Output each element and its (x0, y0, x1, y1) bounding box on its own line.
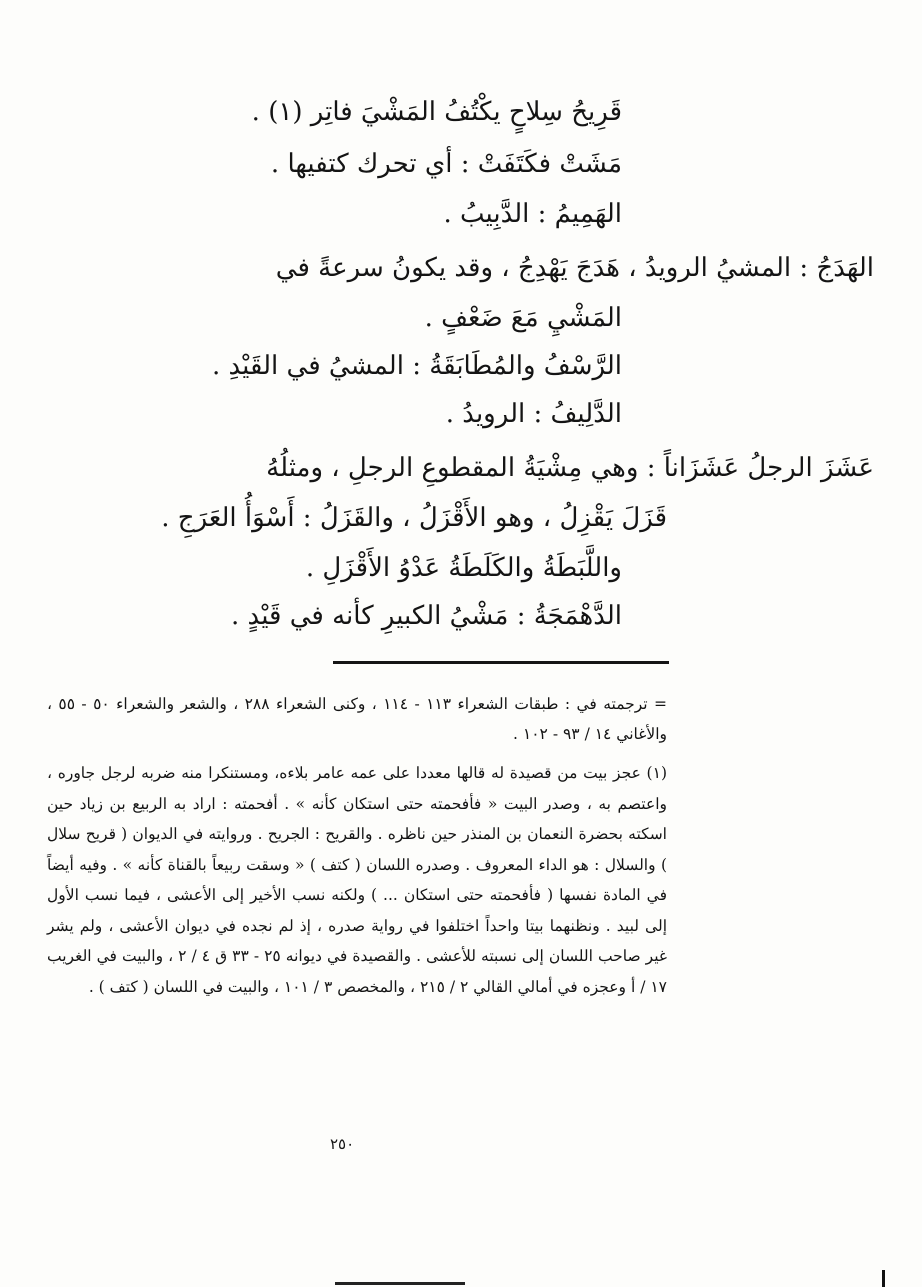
entry-dalif: الدَّلِيفُ : الرويدُ . (445, 399, 622, 429)
page-number: ٢٥٠ (330, 1135, 355, 1153)
edge-mark (882, 1270, 885, 1287)
entry-hamim: الهَمِيمُ : الدَّبِيبُ . (443, 199, 622, 229)
entry-kataf: مَشَتْ فكَتَفَتْ : أي تحرك كتفيها . (270, 149, 622, 179)
verse-line: قَرِيحُ سِلاحٍ يكْتُفُ المَشْيَ فاتِر (١) . (251, 97, 622, 127)
bottom-rule (335, 1282, 465, 1285)
footnote-1: (١) عجز بيت من قصيدة له قالها معددا على عمه عامر بلاءه، ومستنكرا منه ضربه لرجل جاوره ، واعتصم به ، وصدر البيت « فأفحمته حتى استكان كأنه » . أفحمته : اراد به الربيع بن زياد حين اسكته بحضرة النعمان بن المنذر حين ناظره . والقريح : الجريح . وروايته في الديوان ( قريح سلال ) والسلال : هو الداء المعروف . وصدره اللسان ( كتف ) « وسقت ربيعاً بالقناة كأنه » . وفيه أيضاً في المادة نفسها ( فأفحمته حتى استكان ... ) ولكنه نسب الأخير إلى الأعشى ، فيما نسب الأول إلى لبيد . ونظنهما بيتا واحداً اختلفوا في رواية صدره ، إذ لم نجده في ديوان الأعشى ، ولم يشر غير صاحب اللسان إلى نسبته للأعشى . والقصيدة في ديوانه ٢٥ - ٣٣ ق ٤ / ٢ ، والبيت في الغريب ١٧ / أ وعجزه في أمالي القالي ٢ / ٢١٥ ، والمخصص ٣ / ١٠١ ، والبيت في اللسان ( كتف ) . (47, 764, 668, 996)
entry-dahmajah: الدَّهْمَجَةُ : مَشْيُ الكبيرِ كأنه في قَيْدٍ . (231, 601, 622, 631)
footnote-continuation: = ترجمته في : طبقات الشعراء ١١٣ - ١١٤ ، وكنى الشعراء ٢٨٨ ، والشعر والشعراء ٥٠ - ٥٥ ، والأغاني ١٤ / ٩٣ - ١٠٢ . (47, 695, 667, 743)
entry-labatah: واللَّبَطَةُ والكَلَطَةُ عَدْوُ الأَقْزَلِ . (305, 553, 622, 583)
entry-ashaz: عَشَزَ الرجلُ عَشَزَاناً : وهي مِشْيَةُ المقطوعِ الرجلِ ، ومثلُهُ (266, 453, 874, 483)
entry-qazal: قَزَلَ يَقْزِلُ ، وهو الأَقْزَلُ ، والقَزَلُ : أَسْوَأُ العَرَجِ . (161, 503, 667, 533)
entry-hadaj: الهَدَجُ : المشيُ الرويدُ ، هَدَجَ يَهْدِجُ ، وقد يكونُ سرعةً في (275, 253, 874, 283)
entry-hadaj-continued: المَشْيِ مَعَ ضَعْفٍ . (424, 303, 622, 333)
entry-rasf: الرَّسْفُ والمُطَابَقَةُ : المشيُ في القَيْدِ . (211, 351, 622, 381)
footnote-divider (333, 661, 669, 664)
